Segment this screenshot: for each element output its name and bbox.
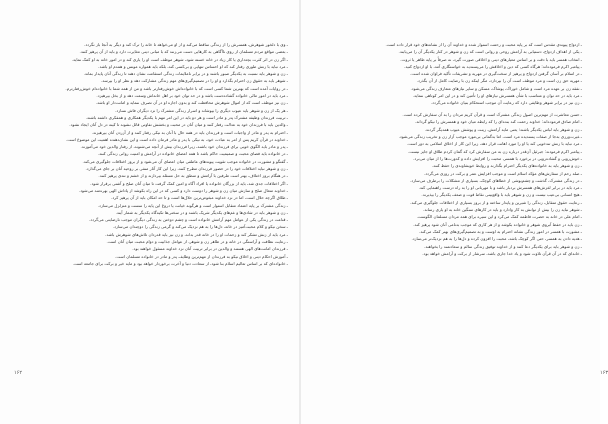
right-text-column (314, 42, 582, 258)
left-text-column (20, 42, 288, 268)
paragraph: ـ مرد باید در برابر لغزش‌های همسرش بردبار باشد و با مهربانی او را به راه درست راهنمایی کند. (418, 185, 582, 191)
paragraph: ـ زن و شوهر باید در شادی‌ها و غم‌های یکدیگر شریک باشند و در سختی‌ها تکیه‌گاه یکدیگر به شمار آیند. (115, 209, 288, 215)
paragraph: ـ مرد نباید با زنش طوری رفتار کند که او احساس تنهایی و بی‌کسی کند، بلکه باید همواره مونس و همدم او باشد. (98, 63, 288, 69)
paragraph: ـ هدیه دادن به همسر، حتی اگر کوچک باشد، محبت را افزون کرده و دل‌ها را به هم نزدیک‌تر می‌سازد. (411, 236, 582, 242)
paragraph: ـ والدین باید با فرزندان خود به عدالت رفتار کنند و میان آنان در محبت و بخشش تفاوتی قائل نشوند تا کینه در دل آنان ایجاد نشود. (69, 122, 288, 128)
paragraph: ـ نفقه زن بر عهده مرد است و شامل خوراک، پوشاک، مسکن و سایر نیازهای متعارف زندگی می‌شود. (410, 85, 582, 91)
paragraph: ـ صله رحم از سفارش‌های مؤکد اسلام است و موجب افزایش عمر و برکت در روزی می‌گردد. (423, 170, 582, 176)
paragraph: ـ امام صادق فرموده‌اند: خداوند رحمت کند بنده‌ای را که رابطه میان خود و همسرش را نیکو گرداند. (414, 119, 582, 125)
paragraph: ـ زن باید در حفظ آبروی شوهر و خانواده بکوشد و از هر کاری که موجب بدنامی آنان شود پرهیز کند. (413, 221, 582, 227)
paragraph: ـ هر یک از زن و شوهر باید عیوب دیگری را بپوشاند و اسرار زندگی مشترک را نزد دیگران فاش نسازد. (115, 107, 288, 113)
paragraph: ـ شوهر باید به حقوق زن احترام بگذارد و او را در تصمیم‌گیری‌های مهم زندگی مشارکت دهد و نظر او را بپرسد. (100, 78, 288, 84)
paragraph: ـ حسن معاشرت از مهم‌ترین اصول زندگی مشترک است و قرآن کریم مردان را به آن سفارش کرده است. (402, 112, 582, 118)
paragraph: ـ در خانواده باید فضای محبت و صمیمیت حاکم باشد تا همه اعضای خانواده در آرامش و امنیت روانی زندگی کنند. (97, 151, 288, 157)
paragraph: ـ شوهر نباید زن را بیش از توانش به کار وادارد و باید در کارهای سنگین خانه به او یاری رساند. (423, 207, 582, 213)
paragraph: ـ خوش‌رویی و گشاده‌رویی در برخورد با همسر، محبت را افزایش داده و کدورت‌ها را از میان می‌برد. (413, 155, 582, 161)
paragraph: ـ سخن نیکو و کلام محبت‌آمیز در خانه، دل‌ها را به هم نزدیک می‌کند و گرمی زندگی را دوچندان می‌سازد. (112, 224, 288, 230)
paragraph: ـ در هنگام بروز اختلاف، بهتر است طرفین با آرامش و منطق به حل مسئله بپردازند و از خشم و تندی پرهیز کنند. (98, 173, 288, 179)
paragraph: ـ انتخاب همسر باید با دقت و بر اساس معیارهای دینی و اخلاقی صورت گیرد، نه صرفاً بر پایه ظاهر یا ثروت. (400, 56, 582, 62)
paragraph: ـ در اسلام بر آسان گرفتن ازدواج و پرهیز از سخت‌گیری در مهریه و تشریفات تأکید فراوان شده است. (410, 71, 582, 77)
paragraph: ـ مهریه حق زن است و مرد موظف است آن را بپردازد، مگر اینکه زن با رضایت کامل از آن بگذرد. (416, 78, 582, 84)
paragraph: ـ خانواده‌ای که بر اساس تعالیم اسلام بنا شود، از سعادت دنیا و آخرت برخوردار خواهد بود و مایه خیر و برکت برای جامعه است. (72, 260, 288, 266)
paragraph: ـ گفتگو و مشورت در خانواده موجب تقویت پیوندهای عاطفی میان اعضای آن می‌شود و از بروز اختلافات جلوگیری می‌کند. (82, 158, 288, 164)
paragraph: ـ پیامبر اکرم فرموده‌اند: هرگاه کسی که دین و اخلاقش را می‌پسندید به خواستگاری آمد، با او ازدواج کنید. (404, 63, 582, 69)
paragraph: ـ زن نیز در برابر شوهر وظایفی دارد که رعایت آن موجب استحکام بنیان خانواده می‌گردد. (430, 100, 582, 106)
paragraph: ـ تربیت فرزندان وظیفه مشترک پدر و مادر است و هر دو باید در این امر مهم با یکدیگر همکاری و همفکری داشته باشند. (85, 114, 288, 120)
paragraph: ـ قناعت در زندگی یکی از عوامل مهم آرامش خانواده است و چشم دوختن به زندگی دیگران موجب نارضایتی می‌گردد. (88, 217, 288, 223)
paragraph: ـ اگر اختلافات جدی شد، باید از بزرگان خانواده یا افراد آگاه و امین کمک گرفت تا میان آنان صلح و آشتی برقرار شود. (90, 180, 288, 186)
paragraph: ـ امام علی در خانه به حضرت فاطمه کمک می‌کرد و این سیره برای همه مردان مسلمان الگوست. (416, 214, 582, 220)
paragraph: ـ بعضی مواقع مردم مسلمان از روی ناآگاهی به کارهایی دست می‌زنند که با مبانی دینی مغایرت دارد و باید از آن پرهیز کنند. (79, 49, 288, 55)
paragraph: ـ طلاق اگرچه حلال است، اما در نزد خداوند مبغوض‌ترین حلال‌ها است و تا حد امکان باید از آن پرهیز کرد. (111, 195, 288, 201)
paragraph: ـ مرد باید در امور مالی خانواده گشاده‌دست باشد و در حد توان خود بر اهل خانه‌اش وسعت دهد و از بخل بپرهیزد. (96, 93, 288, 99)
paragraph: ـ زن نیز موظف است که از اموال شوهرش محافظت کند و بدون اجازه او در آن تصرف ننماید و امانت‌دار او باشد. (95, 100, 288, 106)
page-number-left: ۱۶۲ (14, 370, 23, 376)
paragraph: ـ یکی از اهداف ازدواج، دستیابی به آرامش روحی و روانی است که زن و شوهر در کنار یکدیگر آن را می‌یابند. (398, 49, 582, 55)
paragraph: ـ زن و شوهر باید برای یکدیگر دعا کنند و از خداوند توفیق زندگی سالم و سعادتمند را بخواهند. (424, 243, 582, 249)
paragraph: ـ زن و شوهر نباید اختلافات خود را در حضور فرزندان مطرح کنند، زیرا این کار آثار منفی بر روحیه آنان بر جای می‌گذارد. (85, 166, 288, 172)
paragraph: ـ در زندگی مشترک، گذشت و چشم‌پوشی از خطاهای کوچک، بسیاری از مشکلات را برطرف می‌سازد. (409, 177, 582, 183)
paragraph: ـ خداوند در قرآن کریم پس از امر به عبادت خود، به نیکی با پدر و مادر فرمان داده است و این نشان‌دهنده اهمیت این موضوع است. (65, 136, 288, 142)
paragraph: ـ زن و شوهر باید به خانواده‌های یکدیگر احترام بگذارند و روابط خویشاوندی را حفظ کنند. (431, 163, 582, 169)
paragraph: ـ پدر و مادر باید الگوی خوبی برای فرزندان خود باشند، زیرا فرزندان بیش از آنچه می‌شنوند، از رفتار والدین خود می‌آموزند. (80, 144, 288, 150)
paragraph: ـ آموزش احکام دینی و اخلاق نیکو به فرزندان از مهم‌ترین وظایف پدر و مادر در خانواده مسلمان است. (115, 253, 288, 259)
paragraph: ـ رعایت نظافت و آراستگی در خانه و در ظاهر زن و شوهر، از عوامل جذابیت و دوام محبت میان آنان است. (106, 239, 288, 245)
left-page (0, 0, 300, 424)
paragraph: ـ پیامبر اکرم فرمودند: جبرئیل آن‌قدر درباره زن به من سفارش کرد که گمان کردم طلاق او جایز نیست. (407, 148, 582, 154)
paragraph: ـ مشورت با همسر در امور زندگی نشانه احترام به اوست و به تصمیم‌گیری‌های بهتر کمک می‌کند. (419, 228, 582, 234)
paragraph: ـ زن و شوهر باید لباس یکدیگر باشند؛ یعنی مایه آرامش، زینت و پوشش عیوب همدیگر گردند. (424, 126, 582, 132)
paragraph: ـ رعایت حقوق متقابل، زندگی را شیرین و پایدار ساخته و از بروز بسیاری از اختلافات جلوگیری می‌کند. (410, 199, 582, 205)
paragraph: ـ مرد باید از زنش تشکر کند و زحمات او را در خانه قدر بداند، و زن نیز باید قدردان تلاش‌های شوهرش باشد. (105, 231, 288, 237)
paragraph: ـ مرد نباید با زنش تندخویی کند یا او را مورد اهانت قرار دهد، زیرا این کار از اخلاق اسلامی به دور است. (406, 141, 582, 147)
paragraph: ـ وی با دلخور شوهرش، همسرش را از زندگی ساقط می‌کند و از او می‌خواهد تا خانه را ترک کند و دیگر به آنجا باز نگردد. (84, 42, 288, 47)
paragraph: ـ غیرت‌ورزی به‌جا از صفات پسندیده مرد است، اما بدگمانی بی‌مورد موجب آزار زن و تخریب زندگی می‌شود. (398, 134, 582, 140)
paragraph: ـ ازدواج پیوندی مقدس است که بر پایه محبت و رحمت استوار شده و خداوند آن را از نشانه‌های خود قرار داده است. (385, 42, 582, 47)
paragraph: ـ فرزندان امانت‌های الهی هستند و والدین در برابر تربیت آنان نزد خداوند مسئول خواهند بود. (132, 246, 288, 252)
paragraph: ـ احترام به پدر و مادر از واجبات است و فرزندان باید در همه حال با آنان به نیکی رفتار کنند و از آزردن آنان بپرهیزند. (91, 129, 288, 135)
paragraph: ـ زندگی مشترک بر پایه اعتماد متقابل استوار است و هرگونه خیانت یا دروغ این پایه را سست و متزلزل می‌سازد. (97, 202, 288, 208)
paragraph: ـ خانه‌ای که در آن قرآن تلاوت شود و یاد خدا جاری باشد، سرشار از برکت و آرامش خواهد بود. (422, 250, 582, 256)
paragraph: ـ مرد باید در حد توان و متناسب با شأن همسرش نیازهای او را تأمین کند و در این امر کوتاهی ننماید. (412, 93, 582, 99)
paragraph: ـ زن و شوهر باید نسبت به یکدیگر صبور باشند و در برابر ناملایمات زندگی استقامت نشان دهند تا زندگی آنان پایدار بماند. (83, 71, 288, 77)
paragraph: ـ در روایات آمده است که بهترین شما کسی است که با خانواده‌اش خوش‌رفتارتر باشد و من از همه شما با خانواده‌ام خوش‌رفتارترم. (65, 85, 288, 91)
paragraph: ـ خداوند متعال صلح و سازش میان زن و شوهر را دوست دارد و کسی که در این راه بکوشد از پاداش الهی بهره‌مند می‌شود. (78, 187, 288, 193)
paragraph: ـ اگر زن در اثر کثرت بچه‌داری یا کار زیاد در خانه خسته شود، شوهر موظف است او را یاری کند و در امور خانه به او کمک نماید. (71, 56, 288, 62)
paragraph: ـ هیچ انسانی بی‌عیب نیست و زن و شوهر باید با واقع‌بینی نقاط قوت و ضعف یکدیگر را بپذیرند. (421, 192, 582, 198)
right-page (300, 0, 608, 424)
page-number-right: ۱۶۳ (600, 370, 608, 376)
